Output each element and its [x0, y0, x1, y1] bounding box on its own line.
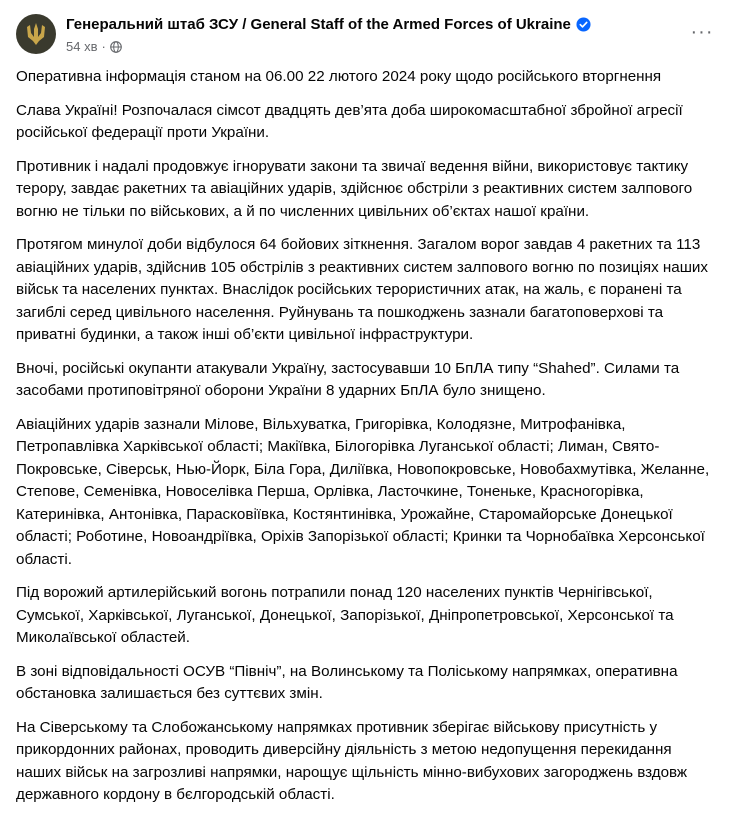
page-name-link[interactable]: Генеральний штаб ЗСУ / General Staff of the Armed Forces of Ukraine — [66, 16, 571, 33]
author-row — [66, 16, 591, 33]
post-paragraph: На Сіверському та Слобожанському напрямках противник зберігає військову присутність у прикордонних районах, проводить диверсійну діяльність з метою недопущення перекидання наших військ на загрозливі напрямки, нарощує щільність мінно-вибухових загороджень вздовж державного кордону в бєлгородській області. — [16, 718, 688, 803]
more-options-icon[interactable]: ··· — [690, 20, 714, 43]
post-paragraph: Авіаційних ударів зазнали Мілове, Вільхуватка, Григорівка, Колодязне, Митрофанівка, Петропавлівка Харківської області; Макіївка, Білогорівка Луганської області; Лиман, Свято-Покровське, Сіверськ, Нью-Йорк, Біла Гора, Диліївка, Новопокровське, Новобахмутівка, Желанне, Степове, Семенівка, Новоселівка Перша, Орлівка, Ласточкине, Тоненьке, Красногорівка, Катеринівка, Антонівка, Парасковіївка, Костянтинівка, Урожайне, Старомайорське Донецької області; Роботине, Новоандріївка, Оріхів Запорізької області; Кринки та Чорнобаївка Херсонської області. — [16, 415, 710, 568]
post-paragraph: Слава Україні! Розпочалася сімсот двадцять дев’ята доба широкомасштабної збройної агресії російської федерації проти України. — [16, 101, 683, 141]
post-paragraph: Противник і надалі продовжує ігнорувати закони та звичаї ведення війни, використовує тактику терору, завдає ракетних та авіаційних ударів, здійснює обстріли з реактивних систем залпового вогню не тільки по військових, а й по численних цивільних об’єктах нашої країни. — [16, 157, 693, 220]
post-paragraph: В зоні відповідальності ОСУВ “Північ”, на Волинському та Поліському напрямках, оперативна обстановка залишається без суттєвих змін. — [16, 662, 678, 702]
trident-emblem-icon — [23, 21, 49, 47]
post-paragraph: Вночі, російські окупанти атакували Україну, застосувавши 10 БпЛА типу “Shahed”. Силами та засобами протиповітряної оборони України 8 ударних БпЛА було знищено. — [16, 359, 680, 399]
verified-badge-icon — [576, 17, 591, 32]
post-paragraph: Під ворожий артилерійський вогонь потрапили понад 120 населених пунктів Чернігівської, Сумської, Харківської, Луганської, Донецької, Запорізької, Дніпропетровської, Херсонської та Миколаївської областей. — [16, 584, 674, 646]
post-timestamp-link[interactable]: 54 хв — [66, 39, 98, 54]
post-paragraph: Оперативна інформація станом на 06.00 22 лютого 2024 року щодо російського вторгнення — [16, 68, 662, 85]
globe-icon[interactable] — [110, 41, 122, 53]
post-header — [16, 8, 720, 56]
post-meta — [66, 39, 122, 54]
post-body — [16, 66, 720, 818]
meta-separator: · — [101, 39, 106, 54]
post-paragraph: Протягом минулої доби відбулося 64 бойових зіткнення. Загалом ворог завдав 4 ракетних та 113 авіаційних ударів, здійснив 105 обстрілів з реактивних систем залпового вогню по позиціях наших військ та населених пунктах. Внаслідок російських терористичних атак, на жаль, є поранені та загиблі серед цивільного населення. Руйнувань та пошкоджень зазнали багатоповерхові та приватні будинки, а також інші об’єкти цивільної інфраструктури. — [16, 236, 709, 343]
page-avatar[interactable] — [16, 14, 56, 54]
